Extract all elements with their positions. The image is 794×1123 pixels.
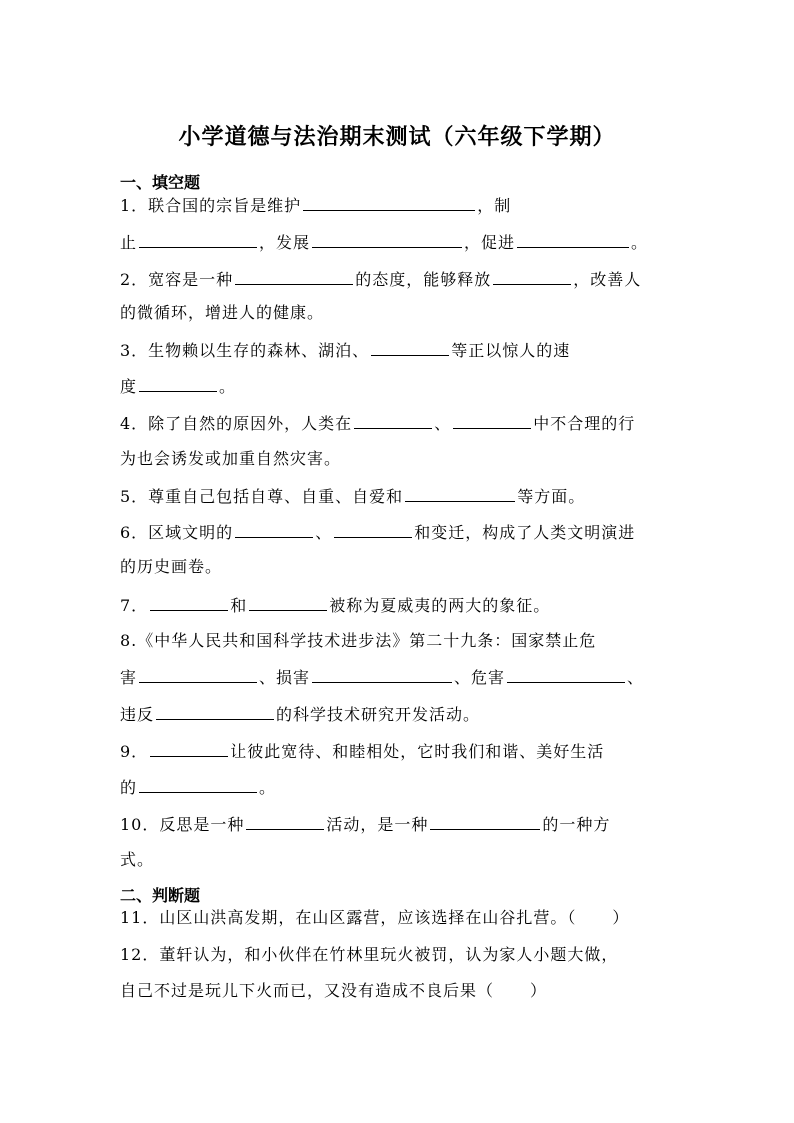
- question-5-line-1: [120, 485, 680, 508]
- question-6-line-1: [120, 521, 680, 544]
- q3-text-d: 。: [219, 377, 237, 396]
- blank-field[interactable]: [235, 521, 313, 538]
- q3-text-a: 3．生物赖以生存的森林、湖泊、: [120, 341, 370, 360]
- blank-field[interactable]: [312, 666, 452, 683]
- blank-field[interactable]: [139, 231, 257, 248]
- question-2-line-1: [120, 268, 680, 291]
- q10-text-a: 10．反思是一种: [120, 815, 245, 834]
- question-2-line-2: [120, 302, 680, 324]
- q4-text-b: 、: [434, 414, 452, 433]
- q8-text-c: 、损害: [259, 668, 311, 687]
- question-1-line-1: [120, 194, 680, 217]
- blank-field[interactable]: [507, 666, 625, 683]
- q2-text-a: 2．宽容是一种: [120, 270, 234, 289]
- q9-text-c: 的: [120, 778, 138, 797]
- q8-text-b: 害: [120, 668, 138, 687]
- blank-field[interactable]: [249, 594, 327, 611]
- q6-text-c: 和变迁，构成了人类文明演进: [414, 523, 636, 542]
- q1-text-f: 。: [631, 233, 649, 252]
- q3-text-b: 等正以惊人的速: [451, 341, 571, 360]
- q1-text-a: 1．联合国的宗旨是维护: [120, 196, 302, 215]
- question-7-line-1: [120, 594, 680, 617]
- q5-text-a: 5．尊重自己包括自尊、自重、自爱和: [120, 487, 404, 506]
- q8-text-f: 违反: [120, 705, 155, 724]
- q4-text-c: 中不合理的行: [533, 414, 636, 433]
- blank-field[interactable]: [246, 813, 324, 830]
- q7-text-c: 被称为夏威夷的两大的象征。: [329, 596, 551, 615]
- section-true-false: 二、判断题: [120, 886, 201, 905]
- q9-text-d: 。: [259, 778, 277, 797]
- question-8-line-1: [120, 630, 680, 652]
- question-10-line-1: [120, 813, 680, 836]
- blank-field[interactable]: [139, 666, 257, 683]
- blank-field[interactable]: [430, 813, 540, 830]
- question-8-line-2: [120, 666, 680, 689]
- blank-field[interactable]: [150, 594, 228, 611]
- blank-field[interactable]: [334, 521, 412, 538]
- blank-field[interactable]: [354, 412, 432, 429]
- question-4-line-1: [120, 412, 680, 435]
- q8-text-a: 8.《中华人民共和国科学技术进步法》第二十九条：国家禁止危: [120, 631, 597, 650]
- q4-text-d: 为也会诱发或加重自然灾害。: [120, 449, 342, 468]
- blank-field[interactable]: [139, 776, 257, 793]
- q2-text-d: 的微循环，增进人的健康。: [120, 303, 325, 322]
- blank-field[interactable]: [303, 194, 475, 211]
- blank-field[interactable]: [235, 268, 353, 285]
- q12-text-b: 自己不过是玩儿下火而已，又没有造成不良后果（: [120, 981, 495, 1000]
- q10-text-c: 的一种方: [542, 815, 611, 834]
- q1-text-c: 止: [120, 233, 138, 252]
- question-12-line-1: [120, 944, 680, 966]
- question-9-line-2: [120, 776, 680, 799]
- question-4-line-2: [120, 448, 680, 470]
- q8-text-g: 的科学技术研究开发活动。: [276, 705, 481, 724]
- q3-text-c: 度: [120, 377, 138, 396]
- blank-field[interactable]: [517, 231, 629, 248]
- question-10-line-2: [120, 849, 680, 871]
- q1-text-d: ，发展: [259, 233, 311, 252]
- q1-text-e: ，促进: [464, 233, 516, 252]
- blank-field[interactable]: [371, 339, 449, 356]
- q11-text-b: ）: [612, 908, 630, 927]
- q6-text-d: 的历史画卷。: [120, 557, 223, 576]
- q2-text-c: ，改善人: [573, 270, 642, 289]
- q9-text-a: 9．: [120, 742, 149, 761]
- q10-text-b: 活动，是一种: [326, 815, 429, 834]
- q6-text-b: 、: [315, 523, 333, 542]
- blank-field[interactable]: [156, 703, 274, 720]
- q12-text-c: ）: [530, 981, 548, 1000]
- question-3-line-1: [120, 339, 680, 362]
- question-8-line-3: [120, 703, 680, 726]
- blank-field[interactable]: [150, 740, 228, 757]
- blank-field[interactable]: [453, 412, 531, 429]
- q4-text-a: 4．除了自然的原因外，人类在: [120, 414, 353, 433]
- question-12-line-2: [120, 980, 680, 1002]
- question-1-line-2: [120, 231, 680, 254]
- q7-text-a: 7．: [120, 596, 149, 615]
- q8-text-d: 、危害: [454, 668, 506, 687]
- blank-field[interactable]: [312, 231, 462, 248]
- q8-text-e: 、: [627, 668, 645, 687]
- question-6-line-2: [120, 556, 680, 578]
- q6-text-a: 6．区域文明的: [120, 523, 234, 542]
- q5-text-b: 等方面。: [517, 487, 586, 506]
- question-3-line-2: [120, 375, 680, 398]
- question-11-line-1: [120, 907, 680, 929]
- blank-field[interactable]: [139, 375, 217, 392]
- page-title: 小学道德与法治期末测试（六年级下学期）: [178, 124, 616, 150]
- q11-text-a: 11．山区山洪高发期，在山区露营，应该选择在山谷扎营。（: [120, 908, 577, 927]
- q12-text-a: 12．董轩认为，和小伙伴在竹林里玩火被罚，认为家人小题大做，: [120, 945, 619, 964]
- section-fill-in-blank: 一、填空题: [120, 173, 201, 192]
- q9-text-b: 让彼此宽待、和睦相处，它时我们和谐、美好生活: [230, 742, 605, 761]
- question-9-line-1: [120, 740, 680, 763]
- blank-field[interactable]: [405, 485, 515, 502]
- q1-text-b: ，制: [477, 196, 512, 215]
- blank-field[interactable]: [493, 268, 571, 285]
- q2-text-b: 的态度，能够释放: [355, 270, 492, 289]
- q10-text-d: 式。: [120, 850, 155, 869]
- q7-text-b: 和: [230, 596, 248, 615]
